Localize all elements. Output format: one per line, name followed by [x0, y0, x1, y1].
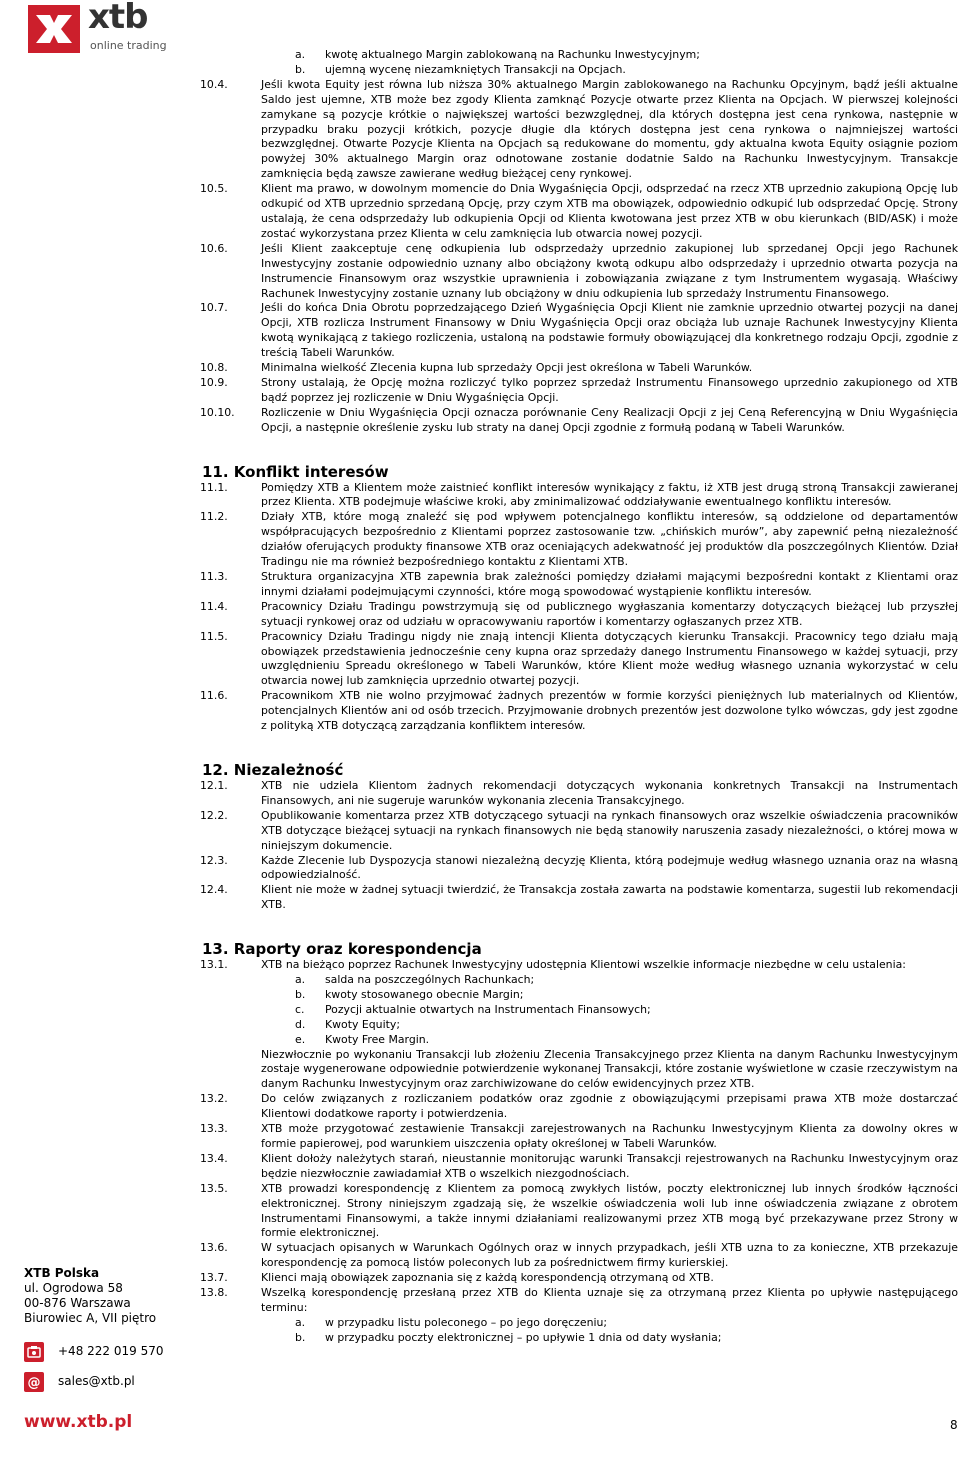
clause: 13.6. W sytuacjach opisanych w Warunkach Ogólnych oraz w innych przypadkach, jeśli XTB uzna to za konieczne, XTB przekazuje korespondencję za pomocą listów poleconych lub za pośrednictwem firmy kurierskiej. — [200, 1241, 958, 1270]
clause: 10.5. Klient ma prawo, w dowolnym momencie do Dnia Wygaśnięcia Opcji, odsprzedać na rzecz XTB uprzednio zakupioną Opcję lub odkupić od XTB uprzednio sprzedaną Opcję, przy czym XTB ma obowiązek, odpowiednio odkupić lub odsprzedać Opcję. Strony ustalają, że cena odsprzedaży lub odkupienia Opcji od Klienta kwotowana jest przez XTB w obu kierunkach (BID/ASK) i może zostać wykorzystana przez Klienta w celu zamknięcia lub otwarcia nowej pozycji. — [200, 182, 958, 240]
list-item: a. kwotę aktualnego Margin zablokowaną na Rachunku Inwestycyjnym; — [295, 48, 700, 61]
list-item: e. Kwoty Free Margin. — [295, 1032, 430, 1046]
list-item: b. kwoty stosowanego obecnie Margin; — [295, 987, 524, 1001]
clause: 11.5. Pracownicy Działu Tradingu nigdy nie znają intencji Klienta dotyczących kierunku Transakcji. Pracownicy tego działu mają obowiązek przedstawienia jednocześnie ceny kupna oraz sprzedaży danego Instrumentu Finansowego w każdej sytuacji, przy uwzględnieniu Spreadu określonego w Tabeli Warunków, które Klient może według własnego uznania wykorzystać w celu otwarcia nowej lub zamknięcia uprzednio otwartej pozycji. — [200, 629, 958, 688]
logo-wordmark: xtb — [88, 0, 148, 37]
section-heading: 12. Niezależność — [202, 760, 344, 779]
list-item: c. Pozycji aktualnie otwartych na Instrumentach Finansowych; — [295, 1002, 651, 1016]
footer-email — [24, 1372, 194, 1392]
clause: 12.4. Klient nie może w żadnej sytuacji twierdzić, że Transakcja została zawarta na podstawie komentarza, sugestii lub rekomendacji XTB. — [200, 883, 958, 912]
clause: 10.4. Jeśli kwota Equity jest równa lub niższa 30% aktualnego Margin zablokowanego na Rachunku Opcyjnym, bądź jeśli aktualne Saldo jest ujemne, XTB może bez zgody Klienta zamknąć Pozycje otwarte przez Klienta na Opcjach. W pierwszej kolejności zamykane są pozycje krótkie o największej wartości bezwzględnej, dla których dostępna jest cena rynkowa, następnie w przypadku braku pozycji krótkich, pozycje długie dla których dostępna jest cena rynkowa o najmniejszej wartości bezwzględnej. Otwarte Pozycje Klienta na Opcjach są redukowane do momentu, gdy aktualna kwota Equity osiągnie poziom powyżej 30% aktualnego Margin oraz odnotowane zostanie dodatnie Saldo na Rachunku Inwestycyjnym. Transakcje zamknięcia będą zawsze zawierane według bieżącej ceny rynkowej. — [200, 77, 958, 181]
clause: 11.4. Pracownicy Działu Tradingu powstrzymują się od publicznego wygłaszania komentarzy dotyczących bieżącej lub przyszłej sytuacji rynkowej oraz od udziału w opracowywaniu raportów i komentarzy ogłaszanych przez XTB. — [200, 599, 958, 628]
phone-icon — [24, 1342, 44, 1362]
clause: 13.2. Do celów związanych z rozliczaniem podatków oraz zgodnie z obowiązującymi przepisami prawa XTB może dostarczać Klientowi dodatkowe raporty i potwierdzenia. — [200, 1092, 958, 1121]
svg-text:@: @ — [27, 1375, 41, 1389]
clause: 13.3. XTB może przygotować zestawienie Transakcji zarejestrowanych na Rachunku Inwestycyjnym Klienta za dowolny okres w formie papierowej, pod warunkiem uiszczenia opłaty określonej w Tabeli Warunków. — [200, 1122, 958, 1150]
address-city: 00-876 Warszawa — [24, 1296, 131, 1310]
xtb-logo-mark — [28, 5, 80, 53]
clause: 13.1. XTB na bieżąco poprzez Rachunek Inwestycyjny udostępnia Klientowi wszelkie informacje niezbędne w celu ustalenia: — [200, 958, 906, 972]
list-item: a. salda na poszczególnych Rachunkach; — [295, 973, 535, 987]
section-heading: 13. Raporty oraz korespondencja — [202, 940, 482, 959]
list-item: b. ujemną wycenę niezamkniętych Transakcji na Opcjach. — [295, 62, 626, 76]
clause: 12.1. XTB nie udziela Klientom żadnych rekomendacji dotyczących wykonania konkretnych Transakcji na Instrumentach Finansowych, ani nie sugeruje warunków wykonania zlecenia Transakcyjnego. — [200, 778, 958, 807]
clause: 11.2. Działy XTB, które mogą znaleźć się pod wpływem potencjalnego konfliktu interesów, są oddzielone od departamentów współpracujących bezpośrednio z Klientami poprzez zastosowanie tzw. „chińskich murów”, aby zapewnić pełną niezależność działów oferujących produkty finansowe XTB oraz oceniających adekwatność jej produktów dla poszczególnych Klientów. Dział Tradingu nie ma również bezpośredniego kontaktu z Klientami XTB. — [200, 510, 958, 569]
clause: 11.1. Pomiędzy XTB a Klientem może zaistnieć konflikt interesów wynikający z faktu, iż XTB jest drugą stroną Transakcji zawieranej przez Klienta. XTB podejmuje właściwe kroki, aby zminimalizować oddziaływanie ewentualnego konfliktu interesów. — [200, 480, 958, 509]
website-link[interactable]: www.xtb.pl — [24, 1412, 133, 1432]
address-street: ul. Ogrodowa 58 — [24, 1281, 123, 1295]
clause: 13.8. Wszelką korespondencję przesłaną przez XTB do Klienta uznaje się za otrzymaną przez Klienta po upływie następującego terminu: — [200, 1286, 958, 1314]
document-body — [200, 48, 958, 1346]
clause: 13.5. XTB prowadzi korespondencję z Klientem za pomocą zwykłych listów, poczty elektronicznej lub innych środków łączności elektronicznej. Strony niniejszym zgadzają się, że wszelkie oświadczenia woli lub inne oświadczenia związane z obrotem Instrumentami Finansowymi, a także innymi działaniami realizowanymi przez XTB mogą być przekazywane przez Strony w formie elektronicznej. — [200, 1181, 958, 1240]
clause: 11.3. Struktura organizacyjna XTB zapewnia brak zależności pomiędzy działami mającymi bezpośredni kontakt z Klientami oraz innymi działami podejmującymi czynności, które mogą spowodować wystąpienie konfliktu interesów. — [200, 570, 958, 598]
phone-number[interactable]: +48 222 019 570 — [58, 1344, 164, 1358]
clause: 12.2. Opublikowanie komentarza przez XTB dotyczącego sytuacji na rynkach finansowych oraz wszelkie oświadczenia pracowników XTB dotyczące bieżącej sytuacji na rynkach finansowych nie będą stanowiły naruszenia zasady niezależności, o której mowa w niniejszym dokumencie. — [200, 808, 958, 852]
clause: 13.7. Klienci mają obowiązek zapoznania się z każdą korespondencją otrzymaną od XTB. — [200, 1271, 714, 1285]
xtb-logo — [28, 0, 168, 53]
clause: 10.9. Strony ustalają, że Opcję można rozliczyć tylko poprzez sprzedaż Instrumentu Finansowego uprzednio zakupionego od XTB bądź poprzez jej rozliczenie w Dniu Wygaśnięcia Opcji. — [200, 375, 958, 404]
email-address[interactable]: sales@xtb.pl — [58, 1374, 135, 1388]
list-item: b. w przypadku poczty elektronicznej – po upływie 1 dnia od daty wysłania; — [295, 1330, 722, 1344]
address-building: Biurowiec A, VII piętro — [24, 1311, 157, 1325]
at-sign-icon — [24, 1372, 44, 1392]
logo-tagline: online trading — [90, 39, 167, 52]
clause: 10.8. Minimalna wielkość Zlecenia kupna lub sprzedaży Opcji jest określona w Tabeli Warunków. — [200, 361, 753, 375]
company-name: XTB Polska — [24, 1266, 100, 1280]
footer-phone — [24, 1342, 194, 1362]
clause: 12.3. Każde Zlecenie lub Dyspozycja stanowi niezależną decyzję Klienta, którą podejmuje według własnego uznania oraz na własną odpowiedzialność. — [200, 853, 958, 882]
clause: 10.10. Rozliczenie w Dniu Wygaśnięcia Opcji oznacza porównanie Ceny Realizacji Opcji z jej Ceną Referencyjną w Dniu Wygaśnięcia Opcji, a następnie określenie zysku lub straty na danej Opcji zgodnie z formułą podaną w Tabeli Warunków. — [200, 405, 958, 434]
section-heading: 11. Konflikt interesów — [202, 462, 389, 481]
page-number: 8 — [950, 1418, 958, 1432]
footer-address — [24, 1266, 194, 1326]
paragraph: Niezwłocznie po wykonaniu Transakcji lub złożeniu Zlecenia Transakcyjnego przez Klienta na danym Rachunku Inwestycyjnym zostaje wygenerowane odpowiednie potwierdzenie wykonanej Transakcji, które zostanie wyświetlone w czasie rzeczywistym na danym Rachunku Inwestycyjnym oraz zarchiwizowane do celów ewidencyjnych przez XTB. — [261, 1047, 958, 1091]
clause: 13.4. Klient dołoży należytych starań, nieustannie monitorując warunki Transakcji rejestrowanych na Rachunku Inwestycyjnym oraz będzie niezwłocznie zawiadamiał XTB o wszelkich niezgodnościach. — [200, 1151, 958, 1180]
clause: 11.6. Pracownikom XTB nie wolno przyjmować żadnych prezentów w formie korzyści pieniężnych lub materialnych od Klientów, potencjalnych Klientów ani od osób trzecich. Przyjmowanie drobnych prezentów jest dozwolone tylko wówczas, gdy jest zgodne z polityką XTB dotyczącą zarządzania konfliktem interesów. — [200, 689, 958, 733]
list-item: a. w przypadku listu poleconego – po jego doręczeniu; — [295, 1315, 608, 1329]
clause: 10.6. Jeśli Klient zaakceptuje cenę odkupienia lub odsprzedaży uprzednio zakupionej lub sprzedanej Opcji jego Rachunek Inwestycyjny zostanie odpowiednio uznany albo obciążony kwotą odkupu albo odsprzedaży i uprzednio otwarta pozycja na Instrumencie Finansowym oraz wszystkie uprawnienia i zobowiązania związane z tym Instrumentem wygasają. Właściwy Rachunek Inwestycyjny zostanie uznany lub obciążony w dniu odkupienia lub sprzedaży Instrumentu Finansowego. — [200, 241, 958, 300]
list-item: d. Kwoty Equity; — [295, 1017, 400, 1031]
clause: 10.7. Jeśli do końca Dnia Obrotu poprzedzającego Dzień Wygaśnięcia Opcji Klient nie zamknie uprzednio otwartej pozycji na danej Opcji, XTB rozlicza Instrument Finansowy w Dniu Wygaśnięcia Opcji oraz obciąża lub uznaje Rachunek Inwestycyjny Klienta kwotą wynikającą z takiego rozliczenia, ustaloną na podstawie formuły obowiązującej dla konkretnego rodzaju Opcji, zgodnie z treścią Tabeli Warunków. — [200, 301, 958, 360]
